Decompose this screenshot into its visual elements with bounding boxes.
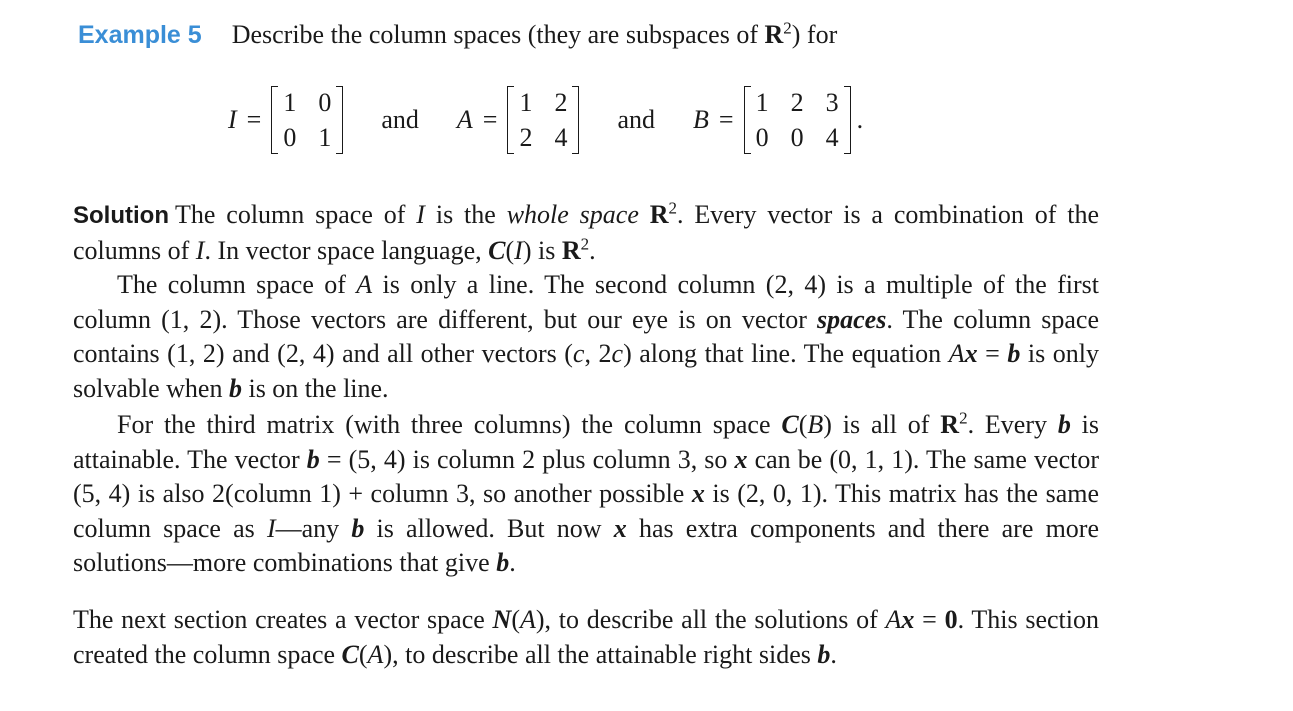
- math-symbol: c: [572, 339, 585, 368]
- matrix-cell: 4: [554, 123, 568, 152]
- matrix-definitions: [228, 84, 863, 156]
- matrix-b: [744, 86, 851, 154]
- text: = (5, 4) is column 2 plus column 3, so: [319, 444, 735, 474]
- math-symbol: I: [195, 235, 205, 265]
- text: .: [509, 548, 516, 577]
- matrix-i-name: I: [228, 105, 237, 134]
- exponent: 2: [959, 408, 968, 428]
- text: For the third matrix (with three columns) the column space: [117, 410, 782, 439]
- text: (: [511, 605, 520, 634]
- math-symbol: b: [351, 513, 365, 543]
- math-symbol: b: [306, 444, 320, 474]
- solution-label: Solution: [73, 202, 169, 229]
- math-symbol: x: [613, 513, 627, 543]
- math-symbol: A: [356, 270, 373, 299]
- text: . This section created the column space: [73, 605, 1099, 669]
- math-symbol: I: [266, 513, 276, 543]
- text: is only solvable when: [73, 339, 1099, 403]
- equals-sign: =: [718, 105, 734, 134]
- text: . The column space contains (1, 2) and (2, 4) and all other vectors (: [73, 304, 1099, 368]
- text: —any: [275, 513, 352, 543]
- text: ), to describe all the attainable right sides: [383, 639, 818, 669]
- text: ), to describe all the solutions of: [535, 605, 886, 634]
- math-symbol: C: [488, 235, 506, 265]
- text: =: [977, 339, 1008, 368]
- text: (: [358, 639, 368, 669]
- math-symbol: A: [519, 605, 536, 634]
- column-space-line-paragraph: [73, 268, 1099, 406]
- math-symbol: 0: [944, 605, 958, 634]
- matrix-cell: 1: [318, 123, 332, 152]
- math-symbol: x: [901, 605, 915, 634]
- emphasis: whole space: [506, 200, 639, 229]
- matrix-cell: 3: [825, 88, 839, 117]
- text: The next section creates a vector space: [73, 605, 493, 634]
- math-symbol: R: [649, 200, 669, 229]
- text: ) is: [522, 235, 562, 265]
- math-symbol: B: [807, 410, 824, 439]
- math-symbol: b: [228, 373, 242, 403]
- math-symbol: C: [781, 410, 799, 439]
- example-text: Describe the column spaces (they are subspaces of: [231, 20, 765, 49]
- and-word: and: [381, 105, 419, 134]
- text: can be (0, 1, 1). The same vector (5, 4) is also 2(column 1) + column 3, so another possible: [73, 444, 1099, 508]
- math-symbol: A: [367, 639, 384, 669]
- matrix-a: [507, 86, 579, 154]
- example-heading: [78, 20, 837, 50]
- math-symbol: I: [416, 200, 425, 229]
- math-symbol: x: [691, 479, 705, 508]
- text: =: [914, 605, 945, 634]
- math-symbol: A: [948, 339, 965, 368]
- matrix-cell: 2: [554, 88, 568, 117]
- math-symbol: R: [561, 235, 581, 265]
- closing-paragraph: [73, 603, 1099, 672]
- text: . Every: [967, 410, 1058, 439]
- matrix-cell: 0: [283, 123, 297, 152]
- example-label: Example 5: [78, 21, 202, 49]
- matrix-cell: 2: [790, 88, 804, 117]
- matrix-cell: 1: [283, 88, 297, 117]
- text: (: [798, 410, 808, 439]
- math-symbol: x: [964, 339, 978, 368]
- period: .: [856, 105, 864, 134]
- third-matrix-paragraph: [73, 408, 1099, 581]
- math-symbol: b: [817, 639, 831, 669]
- emphasis: spaces: [817, 304, 887, 334]
- matrix-cell: 1: [519, 88, 533, 117]
- text: . In vector space language,: [204, 235, 489, 265]
- text: .: [830, 639, 837, 669]
- r-symbol: R: [764, 20, 784, 49]
- matrix-i: [271, 86, 343, 154]
- matrix-cell: 4: [825, 123, 839, 152]
- text: is on the line.: [241, 373, 389, 403]
- exponent: 2: [580, 233, 590, 253]
- text: has extra components and there are more solutions—more combinations that give: [73, 513, 1099, 577]
- text: , 2: [584, 339, 612, 368]
- math-symbol: x: [734, 444, 748, 474]
- text: The column space of: [117, 270, 357, 299]
- math-symbol: b: [1007, 339, 1021, 368]
- math-symbol: b: [496, 548, 510, 577]
- text: .: [589, 235, 596, 265]
- r-exponent: 2: [783, 18, 792, 38]
- exponent: 2: [668, 198, 678, 218]
- math-symbol: R: [940, 410, 960, 439]
- text: is (2, 0, 1). This matrix has the same column space as: [73, 479, 1099, 543]
- matrix-cell: 0: [790, 123, 804, 152]
- text: ) is all of: [823, 410, 941, 439]
- math-symbol: I: [514, 235, 523, 265]
- text: is attainable. The vector: [73, 410, 1100, 474]
- equals-sign: =: [246, 105, 262, 134]
- matrix-cell: 1: [755, 88, 769, 117]
- text: ) along that line. The equation: [623, 339, 949, 368]
- text: (: [505, 235, 515, 265]
- text: is the: [424, 200, 507, 229]
- example-text-end: ) for: [791, 20, 838, 49]
- matrix-cell: 2: [519, 123, 533, 152]
- matrix-cell: 0: [755, 123, 769, 152]
- text: is only a line. The second column (2, 4) is a multiple of the first column (1, 2). Those vectors are different, but our eye is on vector: [73, 270, 1099, 334]
- math-symbol: b: [1057, 410, 1071, 439]
- text: The column space of: [174, 200, 417, 229]
- text: . Every vector is a combination of the columns of: [73, 200, 1099, 265]
- math-symbol: N: [492, 605, 512, 634]
- solution-paragraph: [73, 198, 1099, 268]
- math-symbol: c: [611, 339, 624, 368]
- matrix-b-name: B: [693, 105, 709, 134]
- matrix-a-name: A: [456, 105, 473, 134]
- math-symbol: C: [341, 639, 359, 669]
- matrix-cell: 0: [318, 88, 332, 117]
- and-word: and: [617, 105, 655, 134]
- equals-sign: =: [482, 105, 498, 134]
- math-symbol: A: [885, 605, 902, 634]
- text: is allowed. But now: [364, 513, 614, 543]
